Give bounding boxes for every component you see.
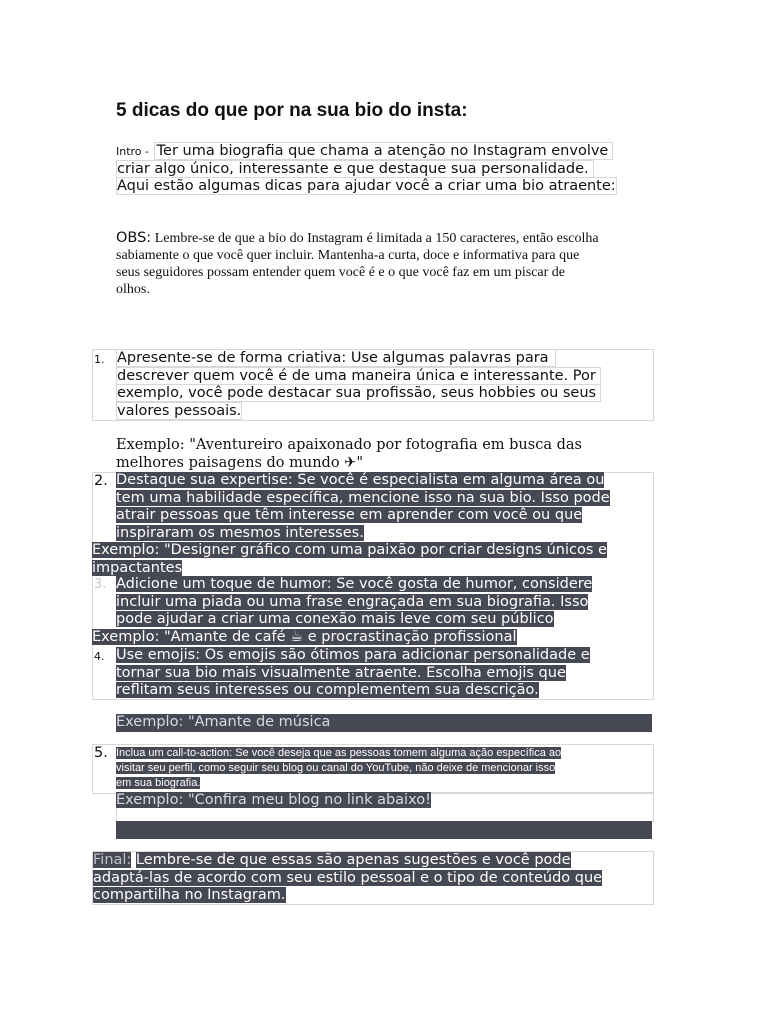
tip-3-text <box>116 576 656 629</box>
tip-5-example-bar <box>116 821 652 839</box>
tip-1-line-1: Apresente-se de forma criativa: Use algumas palavras para <box>116 349 556 367</box>
obs-label: OBS: <box>116 230 152 246</box>
tip-5-example-line-1: Exemplo: "Confira meu blog no link abaixo! <box>116 792 431 808</box>
intro-text-3: Aqui estão algumas dicas para ajudar você a criar uma bio atraente: <box>117 178 616 194</box>
tip-5-number: 5. <box>94 745 108 761</box>
tip-4-example-line-1: Exemplo: "Amante de música <box>116 714 331 730</box>
intro-paragraph <box>116 143 656 196</box>
tip-1-line-4: valores pessoais. <box>117 402 242 419</box>
tip-1-line-2: descrever quem você é de uma maneira única e interessante. Por <box>116 367 601 385</box>
intro-label: Intro - <box>116 145 150 158</box>
obs-line-1 <box>116 230 661 247</box>
intro-text-2: criar algo único, interessante e que destaque sua personalidade. <box>116 160 594 178</box>
tip-5-example <box>116 792 652 810</box>
tip-2-line-1: Destaque sua expertise: Se você é especialista em alguma área ou <box>116 472 605 488</box>
obs-text-1: Lembre-se de que a bio do Instagram é limitada a 150 caracteres, então escolha <box>154 231 599 246</box>
tip-4-text <box>116 647 656 700</box>
tip-1-example-line-2: melhores paisagens do mundo ✈" <box>116 454 363 471</box>
intro-line-1 <box>116 143 656 161</box>
tip-4-line-3: reflitam seus interesses ou complementem sua descrição. <box>116 682 539 698</box>
page-title: 5 dicas do que por na sua bio do insta: <box>116 100 468 121</box>
intro-line-2 <box>116 161 656 179</box>
obs-paragraph <box>116 230 661 298</box>
tip-3-line-1: Adicione um toque de humor: Se você gosta de humor, considere <box>116 576 593 592</box>
obs-line-2: sabiamente o que você quer incluir. Mantenha-a curta, doce e informativa para que <box>116 248 580 263</box>
obs-line-4: olhos. <box>116 282 150 297</box>
tip-3-line-3: pode ajudar a criar uma conexão mais leve com seu público <box>116 611 554 627</box>
tip-4-line-1: Use emojis: Os emojis são ótimos para adicionar personalidade e <box>116 647 590 663</box>
tip-2-example-line-1: Exemplo: "Designer gráfico com uma paixão por criar designs únicos e <box>92 542 607 558</box>
tip-2-example <box>92 542 652 577</box>
tip-1-example <box>116 437 656 472</box>
tip-1-text <box>116 350 646 420</box>
tip-1-line-3: exemplo, você pode destacar sua profissão, seus hobbies ou seus <box>116 384 601 402</box>
tip-4-example <box>116 714 652 732</box>
tip-5-line-3: em sua biografia. <box>116 777 201 789</box>
tip-2-number: 2. <box>94 473 108 489</box>
tip-2-text <box>116 472 656 542</box>
tip-3-example-line-1: Exemplo: "Amante de café ☕ e procrastinação profissional <box>92 629 517 645</box>
tip-3-line-2: incluir uma piada ou uma frase engraçada em sua biografia. Isso <box>116 593 589 610</box>
final-paragraph <box>93 852 651 905</box>
intro-text-1: Ter uma biografia que chama a atenção no Instagram envolve <box>154 142 614 160</box>
tip-4-number: 4. <box>94 650 105 663</box>
tip-2-line-4: inspiraram os mesmos interesses. <box>116 524 364 541</box>
tip-4-line-2: tornar sua bio mais visualmente atraente. Escolha emojis que <box>116 664 566 681</box>
obs-line-3: seus seguidores possam entender quem você é e o que você faz em um piscar de <box>116 265 566 280</box>
tip-5-text <box>116 746 646 791</box>
tip-2-line-3: atrair pessoas que têm interesse em aprender com você ou que <box>116 507 583 523</box>
final-line-2: adaptá-las de acordo com seu estilo pessoal e o tipo de conteúdo que <box>93 869 603 886</box>
intro-line-3 <box>116 178 656 196</box>
tip-5-line-1: Inclua um call-to-action: Se você deseja que as pessoas tomem alguma ação específica ao <box>116 747 562 759</box>
final-line-1: Lembre-se de que essas são apenas sugestões e você pode <box>135 852 571 868</box>
tip-5-line-2: visitar seu perfil, como seguir seu blog ou canal do YouTube, não deixe de mencionar isso <box>116 762 556 774</box>
tip-2-line-2: tem uma habilidade específica, mencione isso na sua bio. Isso pode <box>116 489 610 506</box>
tip-1-example-line-1: Exemplo: "Aventureiro apaixonado por fotografia em busca das <box>116 437 582 453</box>
final-label: Final: <box>93 852 132 868</box>
final-line-3: compartilha no Instagram. <box>93 887 286 903</box>
tip-2-example-line-2: impactantes <box>92 559 183 576</box>
tip-3-number: 3. <box>94 577 107 592</box>
tip-1-number: 1. <box>94 353 105 366</box>
tip-3-example <box>92 629 652 647</box>
